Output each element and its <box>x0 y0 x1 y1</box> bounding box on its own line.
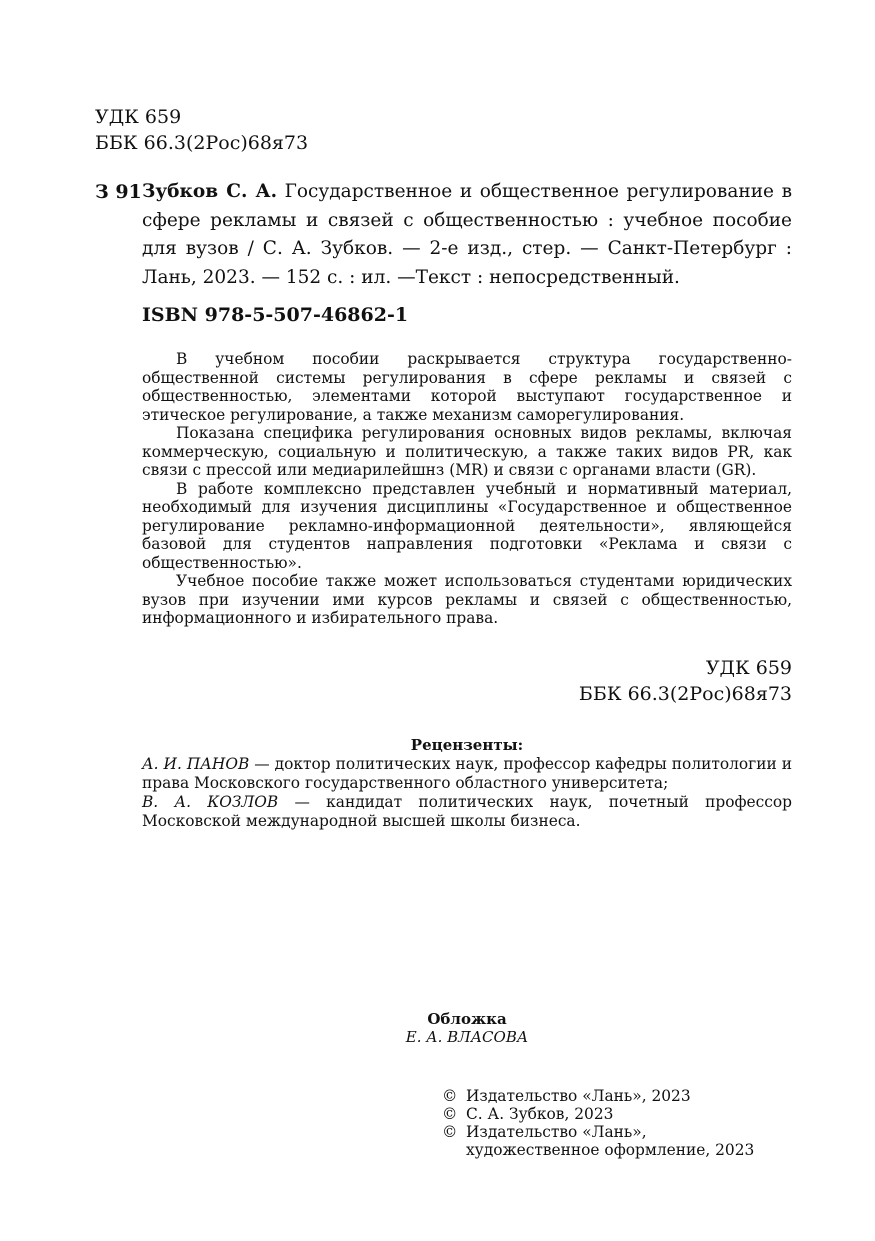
copyright-continuation: художественное оформление, 2023 <box>466 1141 755 1159</box>
abstract-paragraph: В учебном пособии раскрывается структура государственно-общественной системы регулирования в сфере рекламы и связей с общественностью, элементами которой выступают государственное и этическое регулирование, а также механизм саморегулирования. <box>142 350 792 424</box>
reviewers-list <box>142 755 792 831</box>
copyright-icon: © <box>442 1087 458 1105</box>
copyright-text: С. А. Зубков, 2023 <box>466 1105 614 1123</box>
copyright-text: Издательство «Лань», <box>466 1123 647 1141</box>
bbk-classification: ББК 66.3(2Рос)68я73 <box>578 683 792 705</box>
reviewer-name: А. И. ПАНОВ <box>142 755 250 773</box>
author-code: З 91 <box>95 181 142 203</box>
copyright-icon: © <box>442 1105 458 1123</box>
abstract-paragraph: Показана специфика регулирования основных видов рекламы, включая коммерческую, социальную и политическую, а также таких видов PR, как связи с прессой или медиарилейшнз (MR) и связи с органами власти (GR). <box>142 424 792 479</box>
cover-designer: Е. А. ВЛАСОВА <box>405 1028 529 1046</box>
abstract <box>142 350 792 628</box>
bibliographic-record <box>142 178 792 292</box>
reviewers-heading: Рецензенты: <box>410 736 524 754</box>
copyright-line <box>442 1105 613 1124</box>
reviewer-entry <box>142 755 792 793</box>
reviewer-credentials: — доктор политических наук, профессор кафедры политологии и права Московского государственного областного университета; <box>142 755 793 792</box>
abstract-paragraph: Учебное пособие также может использоваться студентами юридических вузов при изучении ими курсов рекламы и связей с общественностью, информационного и избирательного права. <box>142 572 792 627</box>
reviewer-entry <box>142 793 792 831</box>
cover-heading: Обложка <box>427 1010 507 1028</box>
copyright-line <box>442 1087 691 1106</box>
udk-classification: УДК 659 <box>705 657 792 679</box>
abstract-paragraph: В работе комплексно представлен учебный и нормативный материал, необходимый для изучения дисциплины «Государственное и общественное регулирование рекламно-информационной деятельности», являющейся базовой для студентов направления подготовки «Реклама и связи с общественностью». <box>142 479 792 572</box>
isbn: ISBN 978-5-507-46862-1 <box>142 304 409 326</box>
reviewer-credentials: — кандидат политических наук, почетный профессор Московской международной высшей школы бизнеса. <box>142 793 792 830</box>
reviewer-name: В. А. КОЗЛОВ <box>142 793 279 811</box>
copyright-text: Издательство «Лань», 2023 <box>466 1087 691 1105</box>
copyright-line <box>442 1123 647 1142</box>
copyright-icon: © <box>442 1123 458 1141</box>
author-name: Зубков С. А. <box>142 181 278 202</box>
bibliographic-description: Государственное и общественное регулирование в сфере рекламы и связей с общественностью : учебное пособие для вузов / С. А. Зубков. — 2-е изд., стер. — Санкт-Петербург : Лань, 2023. — 152 с. : ил. —Текст : непосредственный. <box>142 181 792 288</box>
bbk-header: ББК 66.3(2Рос)68я73 <box>95 132 309 154</box>
udk-header: УДК 659 <box>95 106 182 128</box>
